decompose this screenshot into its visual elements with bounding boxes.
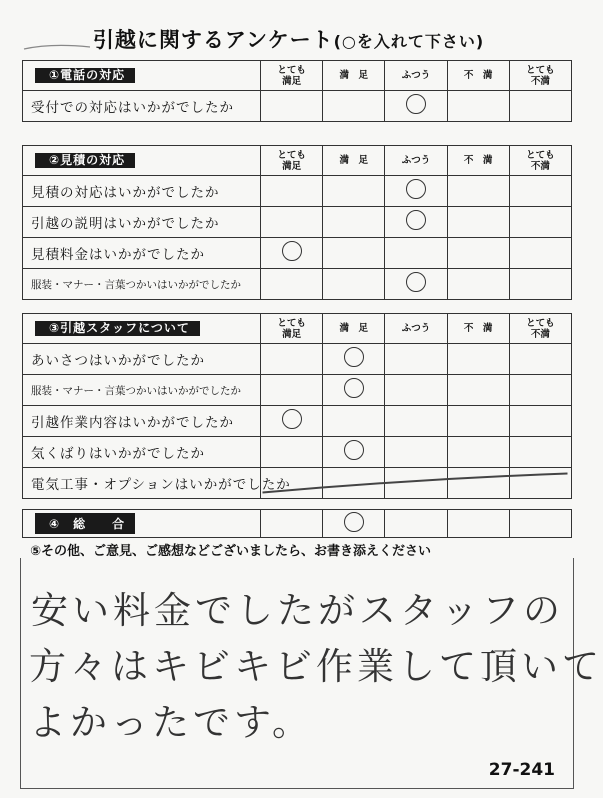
title-instruction: (○を入れて下さい) bbox=[333, 32, 485, 51]
column-label: とても 満足 bbox=[277, 149, 306, 172]
form-code: 27-241 bbox=[488, 760, 555, 780]
question-text: 気くばりはいかがでしたか bbox=[23, 437, 261, 468]
comment-line-1: 安い料金でしたがスタッフの bbox=[31, 589, 564, 632]
question-text: 受付での対応はいかがでしたか bbox=[23, 91, 261, 122]
column-label: 不 満 bbox=[463, 155, 493, 166]
question-text: 見積料金はいかがでしたか bbox=[23, 238, 261, 269]
column-label: とても 不満 bbox=[526, 64, 555, 87]
section-header: ③引越スタッフについて bbox=[35, 321, 200, 336]
question-text: 服装・マナー・言葉つかいはいかがでしたか bbox=[23, 375, 261, 406]
comment-line-2: 方々はキビキビ作業して頂いて bbox=[29, 645, 603, 688]
question-text: 電気工事・オプションはいかがでしたか bbox=[23, 468, 261, 499]
column-label: 不 満 bbox=[463, 323, 493, 334]
question-text: 服装・マナー・言葉つかいはいかがでしたか bbox=[23, 269, 261, 300]
title-main: 引越に関するアンケート bbox=[92, 28, 334, 52]
question-text: 見積の対応はいかがでしたか bbox=[23, 176, 261, 207]
strike-stroke bbox=[263, 474, 568, 493]
column-label: ふつう bbox=[401, 70, 431, 81]
comments-label: ⑤その他、ご意見、ご感想などございましたら、お書き添えください bbox=[30, 544, 432, 559]
column-label: ふつう bbox=[401, 323, 431, 334]
question-text: 引越の説明はいかがでしたか bbox=[23, 207, 261, 238]
comment-line-3: よかったです。 bbox=[29, 701, 314, 744]
column-label: 満 足 bbox=[339, 155, 369, 166]
section-header: ①電話の対応 bbox=[35, 68, 135, 83]
total-header: ④ 総 合 bbox=[35, 513, 135, 534]
question-text: 引越作業内容はいかがでしたか bbox=[23, 406, 261, 437]
column-label: とても 不満 bbox=[526, 149, 555, 172]
column-label: 不 満 bbox=[463, 70, 493, 81]
column-label: 満 足 bbox=[339, 323, 369, 334]
column-label: とても 満足 bbox=[277, 317, 306, 340]
question-text: あいさつはいかがでしたか bbox=[23, 344, 261, 375]
column-label: とても 満足 bbox=[277, 64, 306, 87]
column-label: とても 不満 bbox=[526, 317, 555, 340]
column-label: ふつう bbox=[401, 155, 431, 166]
column-label: 満 足 bbox=[339, 70, 369, 81]
section-header: ②見積の対応 bbox=[35, 153, 135, 168]
